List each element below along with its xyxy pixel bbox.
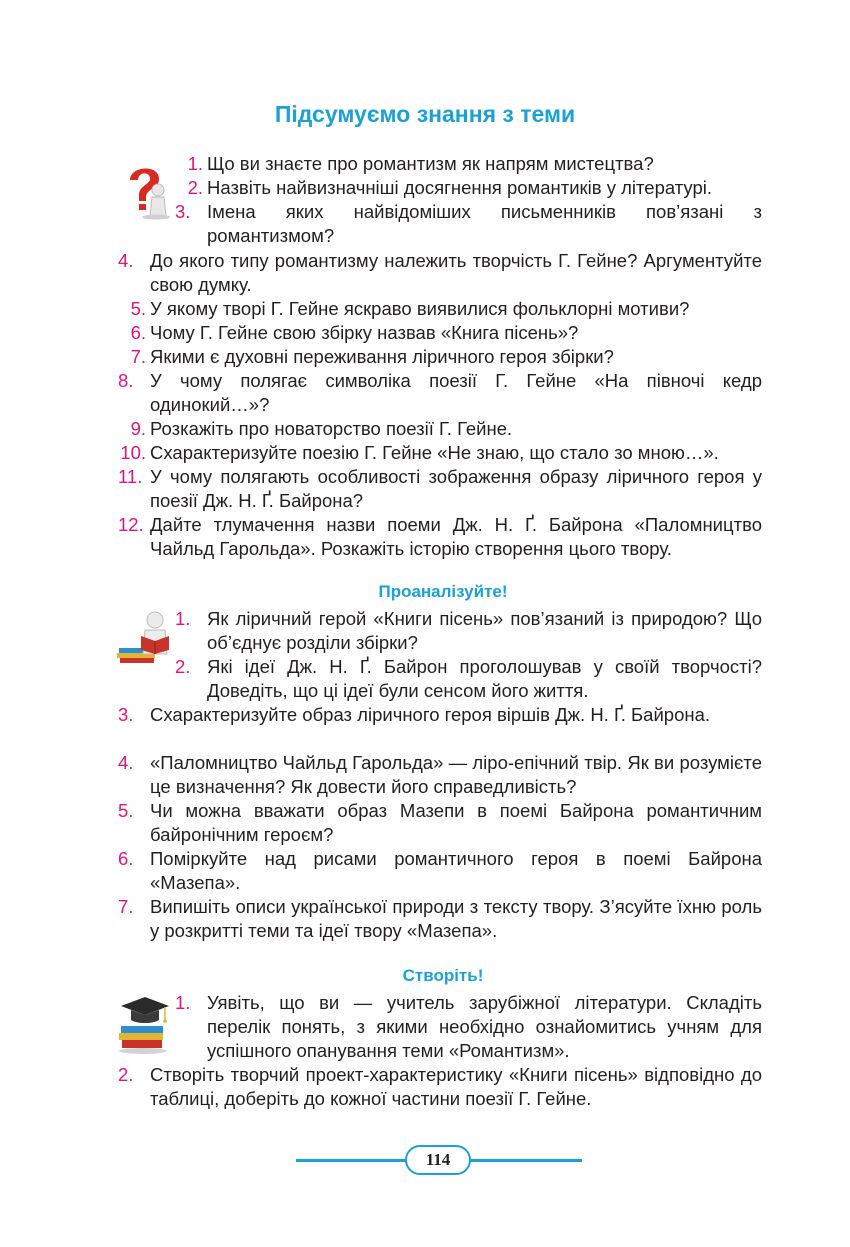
item-text: Які ідеї Дж. Н. Ґ. Байрон проголошував у своїй творчості? Доведіть, що ці ідеї були сенсом його життя.: [207, 656, 762, 701]
analyze-heading: Проаналізуйте!: [378, 582, 508, 601]
item-text: Уявіть, що ви — учитель зарубіжної літератури. Складіть перелік понять, з якими необхідно ознайомитись учням для успішного опанування теми «Романтизм».: [207, 992, 762, 1061]
item-number: 1.: [187, 153, 203, 174]
item-text: «Паломництво Чайльд Гарольда» — ліро-епічний твір. Як ви розумієте це визначення? Як довести його справедливість?: [150, 752, 762, 797]
list-item: [118, 751, 762, 799]
list-item: [118, 1063, 762, 1111]
list-item: [187, 176, 762, 200]
item-number: 5.: [130, 298, 146, 319]
item-number: 12.: [118, 514, 144, 535]
item-number: 4.: [118, 752, 134, 773]
list-item: [118, 369, 762, 417]
item-text: До якого типу романтизму належить творчість Г. Гейне? Аргументуйте свою думку.: [150, 250, 762, 295]
item-number: 1.: [175, 992, 191, 1013]
list-item: [130, 417, 762, 441]
reading-figure-icon: [115, 608, 175, 664]
list-item: [118, 895, 762, 943]
list-item: [118, 465, 762, 513]
list-item: [118, 799, 762, 847]
item-number: 7.: [130, 346, 146, 367]
list-item: [175, 655, 762, 703]
item-number: 10.: [120, 442, 146, 463]
item-text: Що ви знаєте про романтизм як напрям мистецтва?: [207, 153, 654, 174]
item-text: Випишіть описи української природи з тексту твору. З’ясуйте їхню роль у розкритті теми та ідеї твору «Мазепа».: [150, 896, 762, 941]
list-item: [118, 703, 762, 727]
section-title: Підсумуємо знання з теми: [274, 101, 576, 127]
item-number: 4.: [118, 250, 134, 271]
list-item: [187, 152, 762, 176]
graduation-cap-books-icon: [113, 992, 175, 1056]
question-mark-figure-icon: [118, 160, 174, 220]
item-text: Дайте тлумачення назви поеми Дж. Н. Ґ. Байрона «Паломництво Чайльд Гарольда». Розкажіть історію створення цього твору.: [150, 514, 762, 559]
item-number: 1.: [175, 608, 191, 629]
item-text: Як ліричний герой «Книги пісень» пов’язаний із природою? Що об’єднує розділи збірки?: [207, 608, 762, 653]
create-heading: Створіть!: [402, 966, 484, 985]
list-item: [118, 847, 762, 895]
item-text: Схарактеризуйте образ ліричного героя віршів Дж. Н. Ґ. Байрона.: [150, 704, 711, 725]
list-item: [130, 321, 762, 345]
item-number: 8.: [118, 370, 134, 391]
item-text: У якому творі Г. Гейне яскраво виявилися фольклорні мотиви?: [150, 298, 690, 319]
item-text: Якими є духовні переживання ліричного героя збірки?: [150, 346, 614, 367]
item-text: У чому полягають особливості зображення образу ліричного героя у поезії Дж. Н. Ґ. Байрона?: [150, 466, 762, 511]
item-number: 6.: [130, 322, 146, 343]
item-number: 2.: [175, 656, 191, 677]
item-text: Поміркуйте над рисами романтичного героя в поемі Байрона «Мазепа».: [150, 848, 762, 893]
item-number: 3.: [118, 704, 134, 725]
list-item: [120, 441, 762, 465]
list-item: [130, 345, 762, 369]
footer-line-right: [468, 1159, 582, 1162]
list-item: [175, 991, 762, 1063]
list-item: [118, 249, 762, 297]
item-text: Імена яких найвідоміших письменників пов’язані з романтизмом?: [207, 201, 762, 246]
page-number: 114: [405, 1145, 471, 1175]
item-number: 2.: [118, 1064, 134, 1085]
item-number: 3.: [175, 201, 191, 222]
item-text: Чи можна вважати образ Мазепи в поемі Байрона романтичним байронічним героєм?: [150, 800, 762, 845]
item-text: Розкажіть про новаторство поезії Г. Гейне.: [150, 418, 513, 439]
item-number: 5.: [118, 800, 134, 821]
item-text: Чому Г. Гейне свою збірку назвав «Книга пісень»?: [150, 322, 579, 343]
list-item: [130, 297, 762, 321]
list-item: [175, 200, 762, 248]
item-text: Схарактеризуйте поезію Г. Гейне «Не знаю, що стало зо мною…».: [150, 442, 719, 463]
item-number: 6.: [118, 848, 134, 869]
list-item: [118, 513, 762, 561]
item-number: 2.: [187, 177, 203, 198]
item-text: Назвіть найвизначніші досягнення романтиків у літературі.: [207, 177, 713, 198]
item-number: 7.: [118, 896, 134, 917]
list-item: [175, 607, 762, 655]
item-number: 9.: [130, 418, 146, 439]
footer-line-left: [296, 1159, 408, 1162]
item-number: 11.: [118, 466, 143, 487]
item-text: Створіть творчий проект-характеристику «Книги пісень» відповідно до таблиці, доберіть до кожної частини поезії Г. Гейне.: [150, 1064, 762, 1109]
item-text: У чому полягає символіка поезії Г. Гейне «На півночі кедр одинокий…»?: [150, 370, 762, 415]
